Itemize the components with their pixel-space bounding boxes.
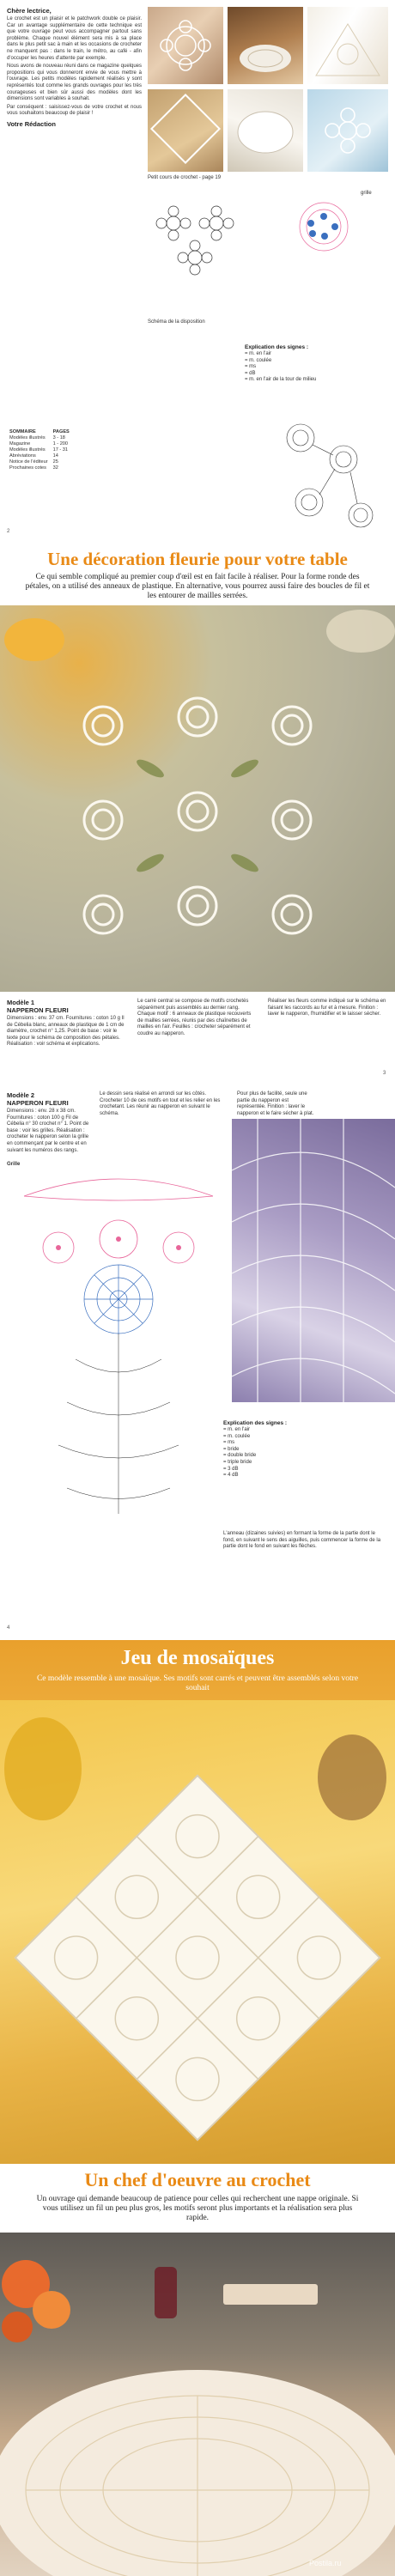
model-text: Le dessin sera réalisé en arrondi sur les côtés. Crocheter 10 de ces motifs en tout et les relier en les crochetant. Les réunir au napperon en suivant le schéma. [100,1091,221,1116]
summary-heading: PAGES [52,429,70,434]
legend-item: = bride [223,1446,240,1452]
summary-cell: 1 - 200 [52,441,69,447]
magazine-page-1 [0,0,395,544]
model-text: Dimensions : env. 37 cm. Fournitures : coton 10 g Il de Cébelia blanc, anneaux de plastique de 1 cm de diamètre, crochet n° 1,25. Point de base : voir le texte pour le schéma de composition des pétales. Réalisation : voir schéma et explications. [7,1016,125,1048]
caption-course: Petit cours de crochet - page 19 [148,175,222,180]
model-text: Dimensions : env. 28 x 38 cm. Fournitures : coton 100 g Fil de Cébelia n° 30 crochet n° 1. Point de base : voir les grilles. Réalisation : crocheter le napperon selon la grille en commençant par le centre et en suivant les numéros des rangs. [7,1109,89,1153]
model-text: Réaliser les fleurs comme indiqué sur le schéma en faisant les raccords au fur et à mesure. Finition : laver le napperon, l'humidifier et le laisser sécher. [268,999,386,1018]
article-title: Une décoration fleurie pour votre table [47,549,348,569]
photo-tablecloth-corner [307,7,388,84]
legend-item: = double bride [223,1453,257,1459]
photo-tablecloth-masterpiece [0,2233,395,2576]
summary-cell: Abréviations [9,453,36,459]
photo-mosaic-doily [0,1700,395,2164]
model-text: Le carré central se compose de motifs crochetés séparément puis assemblés au dernier rang. Chaque motif : 6 anneaux de plastique recouverts de mailles serrées, réunis par des chaînettes de mailles en l'air. Feuilles : crocheter séparément et coudre au napperon. [137,999,252,1036]
photo-napkin-ring [228,89,303,172]
legend-item: = ms [223,1440,235,1446]
caption-scheme: Schéma de la disposition [148,319,205,325]
photo-crochet-flower-pink [148,7,223,84]
model-name: NAPPERON FLEURI [7,1099,69,1107]
article-subtitle: Un ouvrage qui demande beaucoup de patience pour celles qui recherchent une nappe originale. Si vous utilisez un fil un peu plus gros, les motifs seront plus importants et la réalisation sera plus rapide. [36,2195,359,2222]
summary-cell: Magazine [9,441,31,447]
article-title: Un chef d'oeuvre au crochet [84,2169,311,2190]
chart-note: L'anneau (dizaines suivies) en formant la forme de la partie dont le fond, en suivant le sens des aiguilles, puis commencer la forme de la partie dont le fond en suivant les flèches. [223,1531,381,1550]
page-number: 3 [383,1071,386,1076]
tablecloth-scene [0,2233,395,2576]
doily-flower-pattern [0,605,395,992]
legend-item: = dB [245,370,256,376]
editorial-column [7,7,142,128]
article-subtitle: Ce qui semble compliqué au premier coup d'œil est en fait facile à réaliser. Pour la forme ronde des pétales, on a utilisé des anneaux de plastique. En alternative, vous pourrez aussi faire des boucles de fil et les entourer de mailles serrées. [25,573,370,600]
summary-cell: 25 [52,459,58,465]
page-number: 4 [7,1625,10,1631]
photo-flower-coaster [307,89,388,172]
photo-flower-doily-table [0,605,395,992]
photo-table-setting [228,7,303,84]
magazine-page-4 [0,1640,395,2164]
legend-item: = triple bride [223,1459,252,1465]
summary-cell: Modèles illustrés [9,435,46,440]
editorial-signature: Votre Rédaction [7,119,56,128]
model-title: Modèle 2 [7,1091,35,1099]
page-number: 2 [7,529,10,534]
summary-cell: 3 - 18 [52,435,65,440]
article-title: Jeu de mosaïques [120,1647,275,1669]
editorial-paragraph: Le crochet est un plaisir et le patchwork double ce plaisir. Car un avantage supplémentaire de cette technique est que votre ouvrage peut vous accompagner partout sans problème. Chaque nouvel élément sera mis à sa place dans le plus petit sac à main et les occasions de crocheter ne manquent pas : dans le train, le métro, au café - afin d'occuper les heures d'attente par exemple. [7,16,142,61]
summary-table [7,429,110,471]
model-title: Modèle 1 [7,999,35,1006]
model-text: Pour plus de facilité, seule une partie du napperon est représentée. Finition : laver le napperon et le faire sécher à plat. [237,1091,314,1116]
photo-lace-corner-purple [232,1119,395,1402]
legend-item: = m. en l'air de la tour de milieu [245,377,317,383]
editorial-paragraph: Nous avons de nouveau réuni dans ce magazine quelques propositions qui vous donneront envie de vous mettre à l'ouvrage. Les petits modèles rapidement réalisés y sont représentés tout comme les grands ouvrages pour les très courageuses et bien sûr aussi des modèles dont les dimensions sont variables à souhait. [7,64,142,102]
legend-item: = m. coulée [223,1433,251,1439]
grid-label: Grille [7,1162,21,1167]
mosaic-doily-pattern [0,1700,395,2164]
summary-cell: Notice de l'éditeur [9,459,48,465]
watermark-text: Postila.ru [309,2559,342,2567]
crochet-chart-diagram [7,1170,232,1540]
editorial-paragraph: Par conséquent : saisissez-vous de votre crochet et nous vous souhaitons beaucoup de plaisir ! [7,104,142,117]
legend-title: Explication des signes : [245,344,309,350]
legend-item: = m. en l'air [245,351,271,356]
summary-cell: 17 - 31 [52,447,69,453]
legend-item: = m. coulée [245,357,272,363]
model-name: NAPPERON FLEURI [7,1006,69,1014]
flower-motif-diagram [148,189,388,318]
summary-cell: 32 [52,465,58,471]
legend-item: = 4 dB [223,1473,239,1479]
magazine-page-3 [0,1084,395,1640]
legend-block [245,343,391,384]
editorial-greeting: Chère lectrice, [7,7,52,15]
legend-title: Explication des signes : [223,1420,288,1426]
model-column-1 [7,999,127,1048]
caption-grid: grille [361,191,372,196]
magazine-page-5 [0,2164,395,2576]
summary-cell: Modèles illustrés [9,447,46,453]
legend-item: = m. en l'air [223,1427,250,1432]
motif-chain-diagram [275,412,386,541]
summary-heading: SOMMAIRE [9,429,36,434]
model-column-1 [7,1091,93,1154]
magazine-page-2 [0,544,395,1084]
legend-block [223,1419,391,1479]
summary-cell: 14 [52,453,58,459]
legend-item: = 3 dB [223,1466,239,1472]
summary-cell: Prochaines cotes [9,465,46,471]
legend-item: = ms [245,364,257,370]
photo-lace-square [148,89,223,172]
article-subtitle: Ce modèle ressemble à une mosaïque. Ses motifs sont carrés et peuvent être assemblés selon votre souhait [36,1674,359,1692]
